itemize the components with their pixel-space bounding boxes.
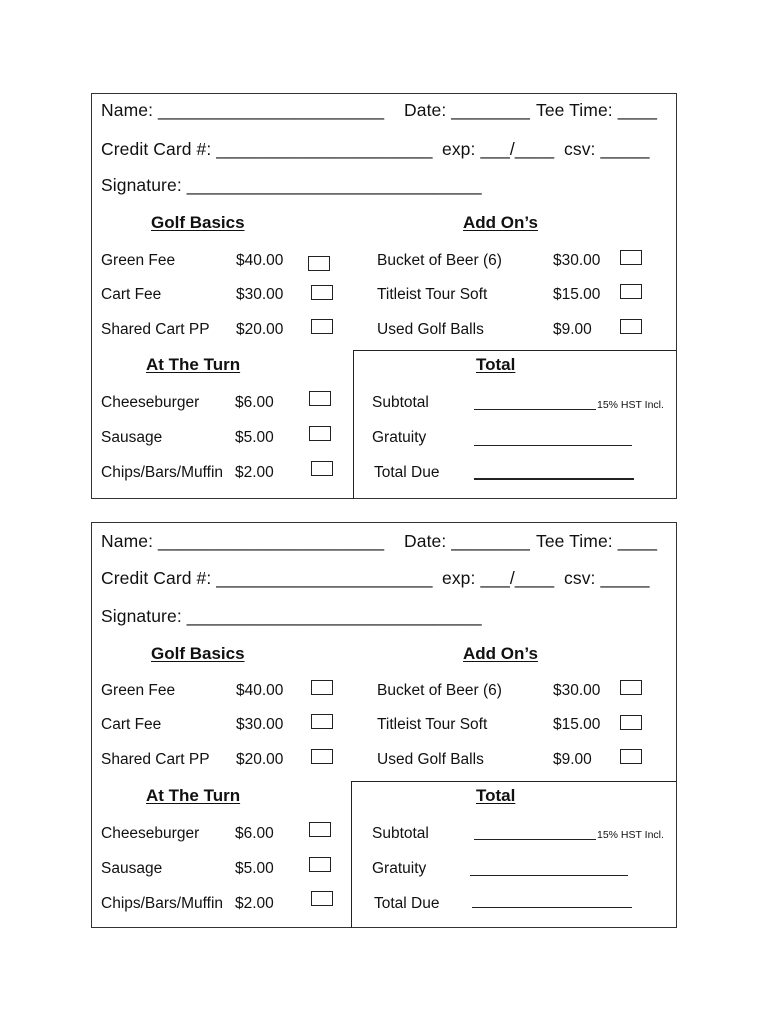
total-due-line[interactable]	[472, 907, 632, 908]
titleist-checkbox[interactable]	[620, 284, 642, 299]
sausage-checkbox[interactable]	[309, 857, 331, 872]
add-on-price: $15.00	[553, 286, 601, 303]
at-the-turn-label: Chips/Bars/Muffin	[101, 464, 224, 481]
golf-basics-label: Green Fee	[101, 682, 176, 699]
gratuity-label: Gratuity	[372, 429, 427, 446]
total-due-label: Total Due	[374, 895, 440, 912]
golf-basics-price: $30.00	[236, 286, 284, 303]
titleist-checkbox[interactable]	[620, 715, 642, 730]
golf-basics-price: $40.00	[236, 682, 284, 699]
tax-note: 15% HST Incl.	[597, 829, 664, 841]
golf-basics-label: Cart Fee	[101, 716, 162, 733]
golf-basics-label: Shared Cart PP	[101, 321, 210, 338]
exp-field[interactable]: exp: ___/____	[442, 139, 555, 159]
add-ons-heading: Add On’s	[463, 644, 538, 663]
golf-basics-price: $30.00	[236, 716, 284, 733]
add-ons-heading: Add On’s	[463, 213, 538, 232]
golf-basics-heading: Golf Basics	[151, 644, 245, 663]
chips-checkbox[interactable]	[311, 461, 333, 476]
cart-fee-checkbox[interactable]	[311, 285, 333, 300]
subtotal-line[interactable]	[474, 409, 596, 410]
signature-field[interactable]: Signature: ______________________________	[101, 175, 482, 195]
golf-basics-price: $40.00	[236, 252, 284, 269]
total-due-label: Total Due	[374, 464, 440, 481]
total-due-line[interactable]	[474, 478, 634, 480]
used-golf-balls-checkbox[interactable]	[620, 319, 642, 334]
shared-cart-checkbox[interactable]	[311, 749, 333, 764]
name-field[interactable]: Name: _______________________	[101, 531, 385, 551]
add-on-label: Used Golf Balls	[377, 321, 484, 338]
add-on-price: $30.00	[553, 682, 601, 699]
at-the-turn-price: $5.00	[235, 429, 274, 446]
at-the-turn-label: Cheeseburger	[101, 825, 200, 842]
cheeseburger-checkbox[interactable]	[309, 391, 331, 406]
add-on-price: $9.00	[553, 321, 592, 338]
cart-fee-checkbox[interactable]	[311, 714, 333, 729]
at-the-turn-price: $6.00	[235, 394, 274, 411]
add-on-label: Bucket of Beer (6)	[377, 682, 502, 699]
sausage-checkbox[interactable]	[309, 426, 331, 441]
golf-order-form-1	[91, 93, 677, 499]
csv-field[interactable]: csv: _____	[564, 139, 650, 159]
add-on-label: Titleist Tour Soft	[377, 716, 488, 733]
tax-note: 15% HST Incl.	[597, 399, 664, 411]
add-on-price: $15.00	[553, 716, 601, 733]
gratuity-label: Gratuity	[372, 860, 427, 877]
at-the-turn-label: Sausage	[101, 860, 163, 877]
golf-basics-price: $20.00	[236, 751, 284, 768]
golf-order-form-2	[91, 522, 677, 928]
at-the-turn-heading: At The Turn	[146, 786, 241, 805]
golf-basics-price: $20.00	[236, 321, 284, 338]
at-the-turn-price: $2.00	[235, 464, 274, 481]
add-on-label: Bucket of Beer (6)	[377, 252, 502, 269]
at-the-turn-label: Cheeseburger	[101, 394, 200, 411]
at-the-turn-price: $5.00	[235, 860, 274, 877]
bucket-of-beer-checkbox[interactable]	[620, 250, 642, 265]
golf-basics-label: Cart Fee	[101, 286, 162, 303]
bucket-of-beer-checkbox[interactable]	[620, 680, 642, 695]
tee-time-field[interactable]: Tee Time: ____	[536, 100, 658, 120]
cheeseburger-checkbox[interactable]	[309, 822, 331, 837]
shared-cart-checkbox[interactable]	[311, 319, 333, 334]
name-field[interactable]: Name: _______________________	[101, 100, 385, 120]
credit-card-field[interactable]: Credit Card #: ______________________	[101, 568, 433, 588]
date-field[interactable]: Date: ________	[404, 100, 530, 120]
at-the-turn-heading: At The Turn	[146, 355, 241, 374]
at-the-turn-label: Chips/Bars/Muffin	[101, 895, 224, 912]
at-the-turn-price: $6.00	[235, 825, 274, 842]
golf-basics-label: Green Fee	[101, 252, 176, 269]
golf-basics-label: Shared Cart PP	[101, 751, 210, 768]
at-the-turn-label: Sausage	[101, 429, 163, 446]
golf-basics-heading: Golf Basics	[151, 213, 245, 232]
green-fee-checkbox[interactable]	[311, 680, 333, 695]
csv-field[interactable]: csv: _____	[564, 568, 650, 588]
add-on-price: $30.00	[553, 252, 601, 269]
add-on-label: Used Golf Balls	[377, 751, 484, 768]
subtotal-line[interactable]	[474, 839, 596, 840]
add-on-price: $9.00	[553, 751, 592, 768]
add-on-label: Titleist Tour Soft	[377, 286, 488, 303]
exp-field[interactable]: exp: ___/____	[442, 568, 555, 588]
chips-checkbox[interactable]	[311, 891, 333, 906]
green-fee-checkbox[interactable]	[308, 256, 330, 271]
total-heading: Total	[476, 786, 516, 805]
used-golf-balls-checkbox[interactable]	[620, 749, 642, 764]
subtotal-label: Subtotal	[372, 825, 429, 842]
signature-field[interactable]: Signature: ______________________________	[101, 606, 482, 626]
subtotal-label: Subtotal	[372, 394, 429, 411]
gratuity-line[interactable]	[474, 445, 632, 446]
credit-card-field[interactable]: Credit Card #: ______________________	[101, 139, 433, 159]
at-the-turn-price: $2.00	[235, 895, 274, 912]
gratuity-line[interactable]	[470, 875, 628, 876]
date-field[interactable]: Date: ________	[404, 531, 530, 551]
tee-time-field[interactable]: Tee Time: ____	[536, 531, 658, 551]
total-heading: Total	[476, 355, 516, 374]
